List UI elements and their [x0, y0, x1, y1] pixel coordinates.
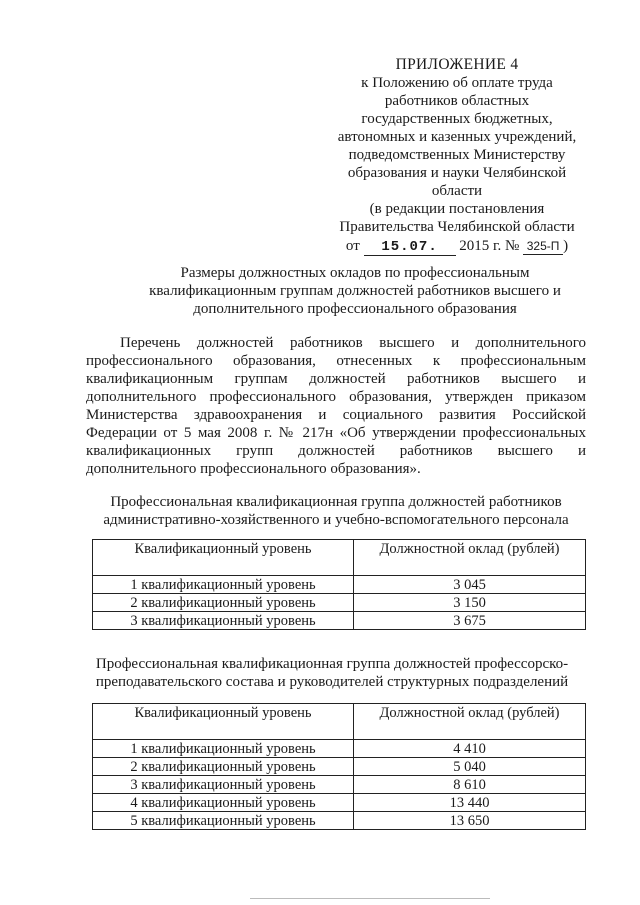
- appendix-line: работников областных: [384, 93, 530, 109]
- level-cell: 2 квалификационный уровень: [93, 758, 354, 776]
- resolution-date: 15.07.: [364, 239, 456, 256]
- intro-paragraph: Перечень должностей работников высшего и дополнительного профессионального образования, отнесенных к профессиональным квалификационным группам должностей работников высшего и дополнительного профессионального образования, утвержден приказом Министерства здравоохранения и социального развития Российской Федерации от 5 мая 2008 г. № 217н «Об утверждении профессиональных квалификационных групп должностей работников высшего и дополнительного профессионального образования».: [86, 335, 586, 477]
- appendix-title: ПРИЛОЖЕНИЕ 4: [395, 56, 519, 73]
- table-header-row: [93, 704, 586, 740]
- level-cell: 4 квалификационный уровень: [93, 794, 354, 812]
- header-salary: Должностной оклад (рублей): [354, 540, 586, 576]
- table-header-row: [93, 540, 586, 576]
- year-text: 2015 г. №: [459, 238, 520, 254]
- salary-cell: 13 440: [354, 794, 586, 812]
- document-heading: [140, 264, 570, 318]
- level-cell: 5 квалификационный уровень: [93, 812, 354, 830]
- heading-line: дополнительного профессионального образования: [193, 301, 517, 317]
- table-row: [93, 612, 586, 630]
- salary-cell: 8 610: [354, 776, 586, 794]
- level-cell: 3 квалификационный уровень: [93, 612, 354, 630]
- group-title-faculty: Профессиональная квалификационная группа должностей профессорско-преподавательского состава и руководителей структурных подразделений: [95, 656, 569, 690]
- level-cell: 1 квалификационный уровень: [93, 740, 354, 758]
- table-row: [93, 576, 586, 594]
- level-cell: 3 квалификационный уровень: [93, 776, 354, 794]
- appendix-line: области: [431, 183, 483, 199]
- appendix-line: образования и науки Челябинской: [347, 165, 567, 181]
- appendix-line: подведомственных Министерству: [348, 147, 566, 163]
- heading-line: квалификационным группам должностей работников высшего и: [149, 283, 561, 299]
- appendix-header: [322, 56, 592, 256]
- level-cell: 1 квалификационный уровень: [93, 576, 354, 594]
- header-level: Квалификационный уровень: [93, 704, 354, 740]
- salary-cell: 3 150: [354, 594, 586, 612]
- table-row: [93, 594, 586, 612]
- salary-cell: 5 040: [354, 758, 586, 776]
- salary-cell: 4 410: [354, 740, 586, 758]
- appendix-line: государственных бюджетных,: [361, 111, 553, 127]
- level-cell: 2 квалификационный уровень: [93, 594, 354, 612]
- header-salary: Должностной оклад (рублей): [354, 704, 586, 740]
- table-row: [93, 794, 586, 812]
- salary-table-faculty: [92, 703, 586, 830]
- appendix-line: (в редакции постановления: [369, 201, 545, 217]
- salary-cell: 13 650: [354, 812, 586, 830]
- date-prefix: от: [345, 238, 360, 254]
- appendix-line: к Положению об оплате труда: [361, 75, 553, 91]
- table-row: [93, 758, 586, 776]
- table-row: [93, 812, 586, 830]
- salary-table-admin: [92, 539, 586, 630]
- resolution-date-line: [322, 237, 592, 256]
- appendix-line: автономных и казенных учреждений,: [337, 129, 577, 145]
- resolution-number: 325-П: [523, 238, 563, 255]
- scan-edge-line: [250, 898, 490, 899]
- table-row: [93, 776, 586, 794]
- group-title-admin: Профессиональная квалификационная группа должностей работников административно-хозяйственного и учебно-вспомогательного персонала: [103, 494, 569, 528]
- appendix-line: Правительства Челябинской области: [339, 219, 575, 235]
- salary-cell: 3 675: [354, 612, 586, 630]
- heading-line: Размеры должностных окладов по профессиональным: [180, 265, 530, 281]
- table-row: [93, 740, 586, 758]
- closing-paren: ): [563, 238, 569, 254]
- salary-cell: 3 045: [354, 576, 586, 594]
- header-level: Квалификационный уровень: [93, 540, 354, 576]
